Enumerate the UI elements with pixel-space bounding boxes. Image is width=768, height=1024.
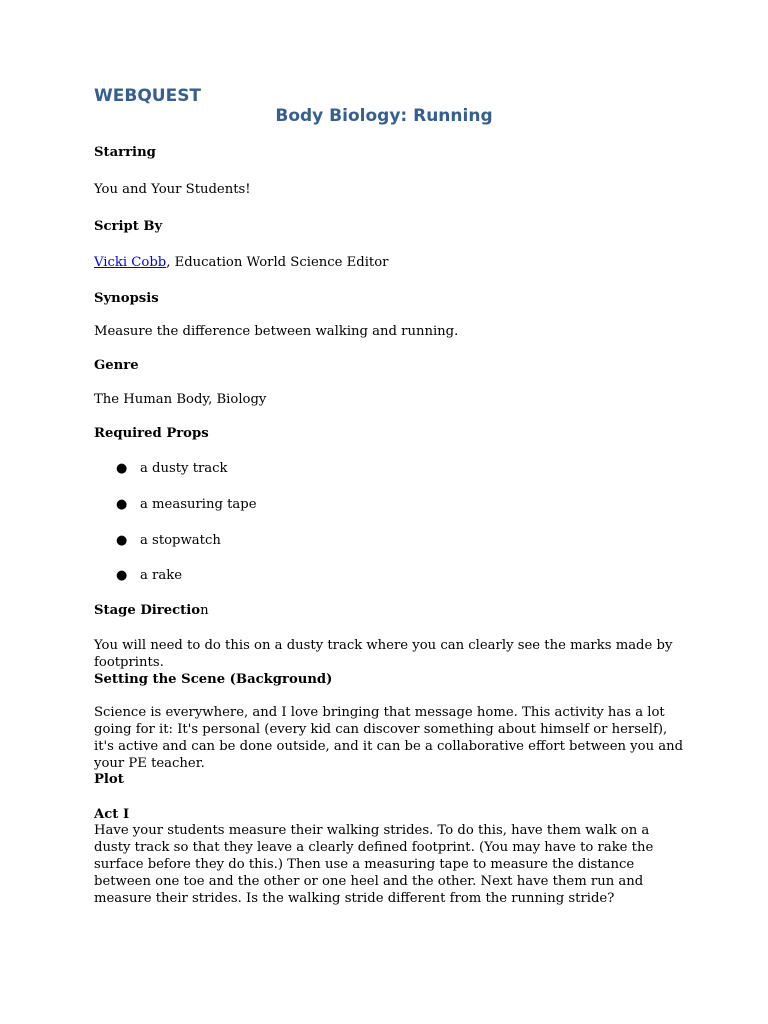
bullet-icon: ● <box>116 461 128 476</box>
starring-label: Starring <box>94 145 156 160</box>
list-item-text: a rake <box>140 568 183 583</box>
plot-label: Plot <box>94 772 124 787</box>
stage-text: You will need to do this on a dusty track where you can clearly see the marks made by footprints. <box>94 638 673 670</box>
bullet-icon: ● <box>116 533 128 548</box>
list-item-text: a stopwatch <box>140 533 221 548</box>
props-label: Required Props <box>94 426 209 441</box>
stage-label-tail: n <box>200 603 209 618</box>
synopsis-label: Synopsis <box>94 291 159 306</box>
document-header: WEBQUEST <box>94 86 202 106</box>
list-item-text: a measuring tape <box>140 497 257 512</box>
bullet-icon: ● <box>116 497 128 512</box>
document-title-text: Body Biology: Running <box>275 106 493 126</box>
list-item <box>116 496 257 513</box>
genre-text: The Human Body, Biology <box>94 392 267 407</box>
stage-label-bold: Stage Directio <box>94 603 201 618</box>
genre-label: Genre <box>94 358 139 373</box>
stage-label <box>94 602 684 619</box>
setting-text: Science is everywhere, and I love bringing that message home. This activity has a lot going for it: It's personal (every kid can discover something about himself or herself), it's active and can be done outside, and it can be a collaborative effort between you and your PE teacher. <box>94 705 684 771</box>
bullet-icon: ● <box>116 568 128 583</box>
act1-label: Act I <box>94 807 130 822</box>
setting-label: Setting the Scene (Background) <box>94 672 333 687</box>
list-item <box>116 532 221 549</box>
list-item <box>116 567 182 584</box>
document-title <box>0 106 768 126</box>
synopsis-text: Measure the difference between walking and running. <box>94 324 459 339</box>
starring-text: You and Your Students! <box>94 182 251 197</box>
author-role: , Education World Science Editor <box>166 255 389 270</box>
list-item-text: a dusty track <box>140 461 228 476</box>
author-link[interactable]: Vicki Cobb <box>94 255 167 270</box>
script-line <box>94 254 684 271</box>
list-item <box>116 460 228 477</box>
script-label: Script By <box>94 219 163 234</box>
act1-text: Have your students measure their walking strides. To do this, have them walk on a dusty track so that they leave a clearly defined footprint. (You may have to rake the surface before they do this.) Then use a measuring tape to measure the distance between one toe and the other or one heel and the other. Next have them run and measure their strides. Is the walking stride different from the running stride? <box>94 823 654 906</box>
